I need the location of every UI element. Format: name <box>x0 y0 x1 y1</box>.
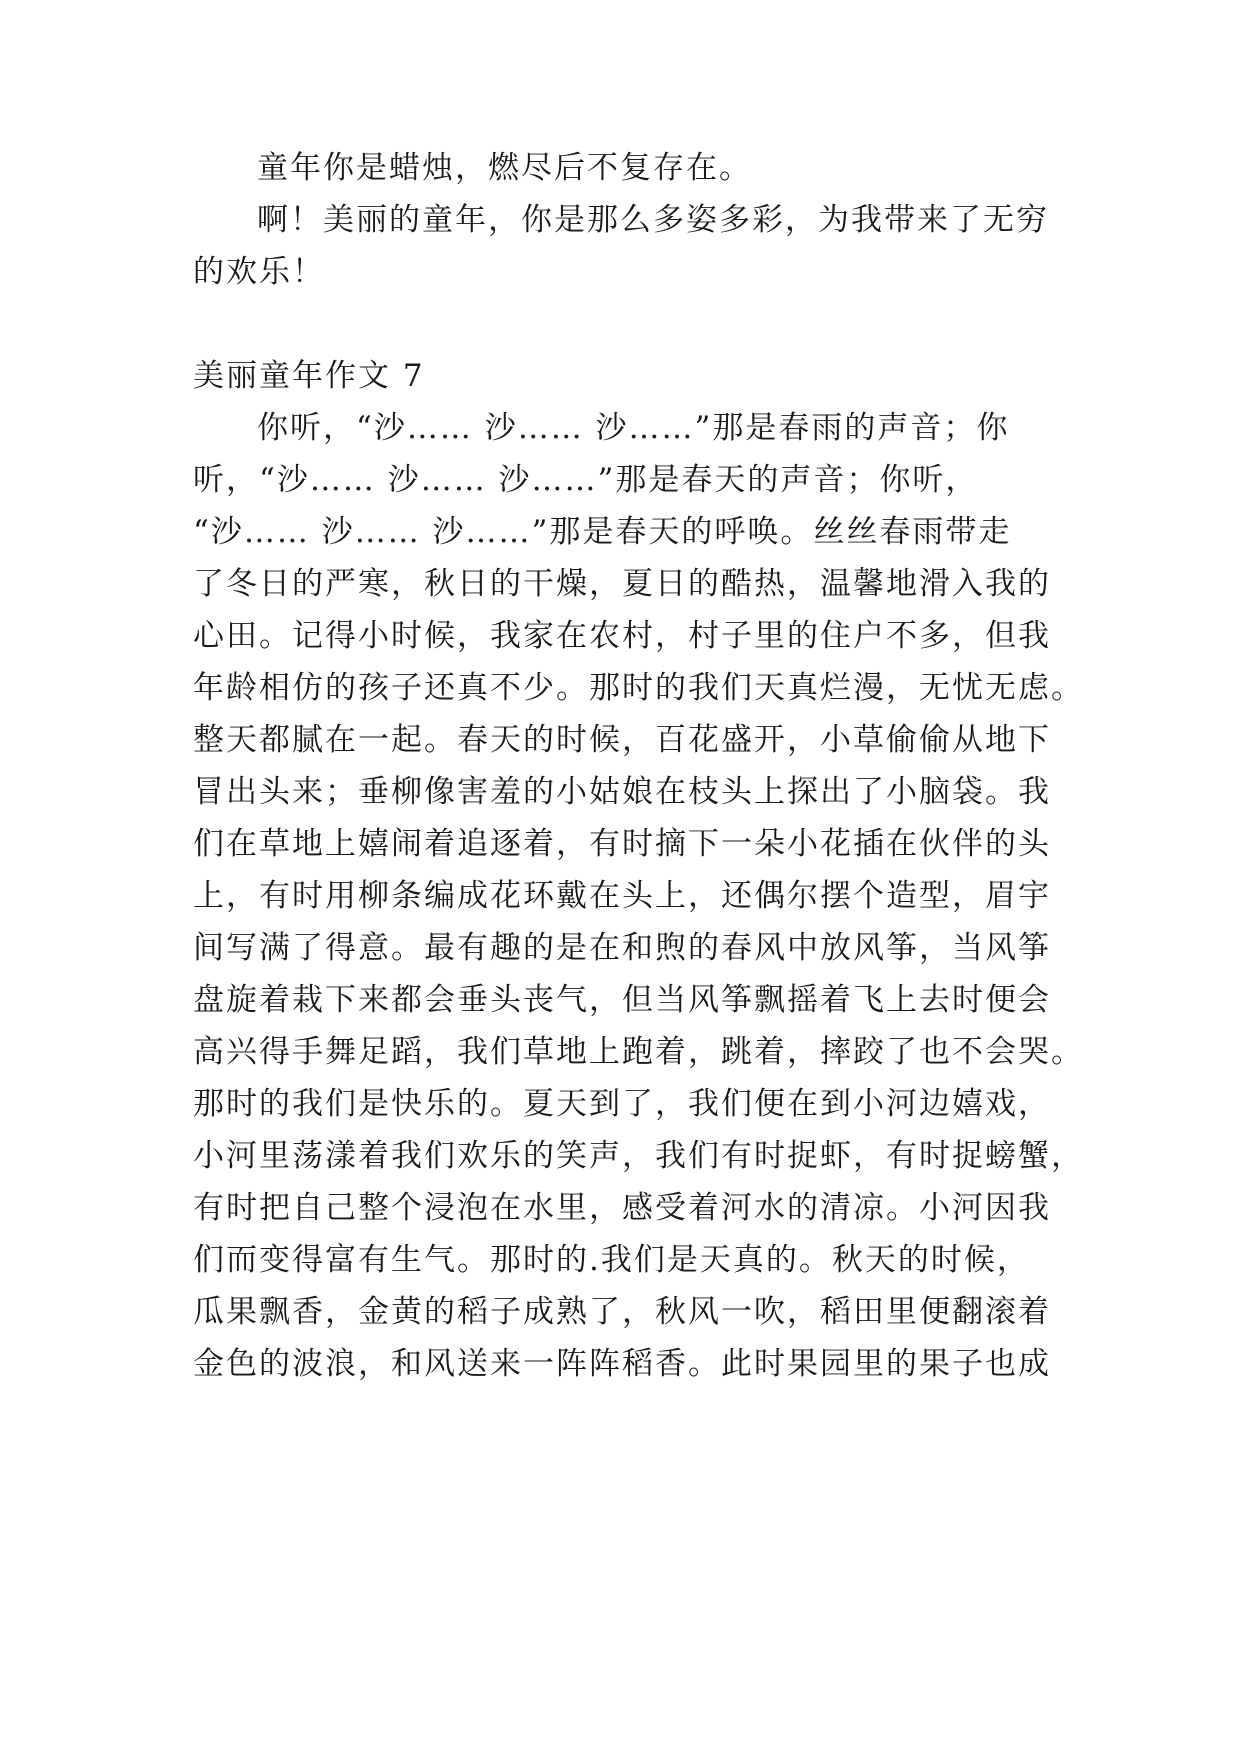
paragraph-line: 金色的波浪，和风送来一阵阵稻香。此时果园里的果子也成 <box>193 1346 1051 1382</box>
paragraph-line: 你听，“沙…… 沙…… 沙……”那是春雨的声音；你 <box>257 410 1010 446</box>
paragraph-line: 瓜果飘香，金黄的稻子成熟了，秋风一吹，稻田里便翻滚着 <box>193 1294 1051 1330</box>
section-heading: 美丽童年作文 7 <box>193 358 425 394</box>
paragraph-line: 冒出头来；垂柳像害羞的小姑娘在枝头上探出了小脑袋。我 <box>193 774 1051 810</box>
paragraph-line: 上，有时用柳条编成花环戴在头上，还偶尔摆个造型，眉宇 <box>193 878 1051 914</box>
paragraph-line: 了冬日的严寒，秋日的干燥，夏日的酷热，温馨地滑入我的 <box>193 566 1051 602</box>
paragraph-line: 年龄相仿的孩子还真不少。那时的我们天真烂漫，无忧无虑。 <box>193 670 1084 706</box>
paragraph-line: 童年你是蜡烛，燃尽后不复存在。 <box>257 150 752 186</box>
paragraph-line: 间写满了得意。最有趣的是在和煦的春风中放风筝，当风筝 <box>193 930 1051 966</box>
paragraph-line: 高兴得手舞足蹈，我们草地上跑着，跳着，摔跤了也不会哭。 <box>193 1034 1084 1070</box>
paragraph-line: 们而变得富有生气。那时的.我们是天真的。秋天的时候， <box>193 1242 1030 1278</box>
paragraph-line: 的欢乐！ <box>193 254 325 290</box>
paragraph-line: 那时的我们是快乐的。夏天到了，我们便在到小河边嬉戏， <box>193 1086 1051 1122</box>
paragraph-line: 有时把自己整个浸泡在水里，感受着河水的清凉。小河因我 <box>193 1190 1051 1226</box>
paragraph-line: 整天都腻在一起。春天的时候，百花盛开，小草偷偷从地下 <box>193 722 1051 758</box>
paragraph-line: 们在草地上嬉闹着追逐着，有时摘下一朵小花插在伙伴的头 <box>193 826 1051 862</box>
paragraph-line: 小河里荡漾着我们欢乐的笑声，我们有时捉虾，有时捉螃蟹， <box>193 1138 1084 1174</box>
paragraph-line: 盘旋着栽下来都会垂头丧气，但当风筝飘摇着飞上去时便会 <box>193 982 1051 1018</box>
paragraph-line: 心田。记得小时候，我家在农村，村子里的住户不多，但我 <box>193 618 1051 654</box>
paragraph-line: 啊！美丽的童年，你是那么多姿多彩，为我带来了无穷 <box>257 202 1049 238</box>
paragraph-line: 听，“沙…… 沙…… 沙……”那是春天的声音；你听， <box>193 462 979 498</box>
paragraph-line: “沙…… 沙…… 沙……”那是春天的呼唤。丝丝春雨带走 <box>193 514 1012 550</box>
